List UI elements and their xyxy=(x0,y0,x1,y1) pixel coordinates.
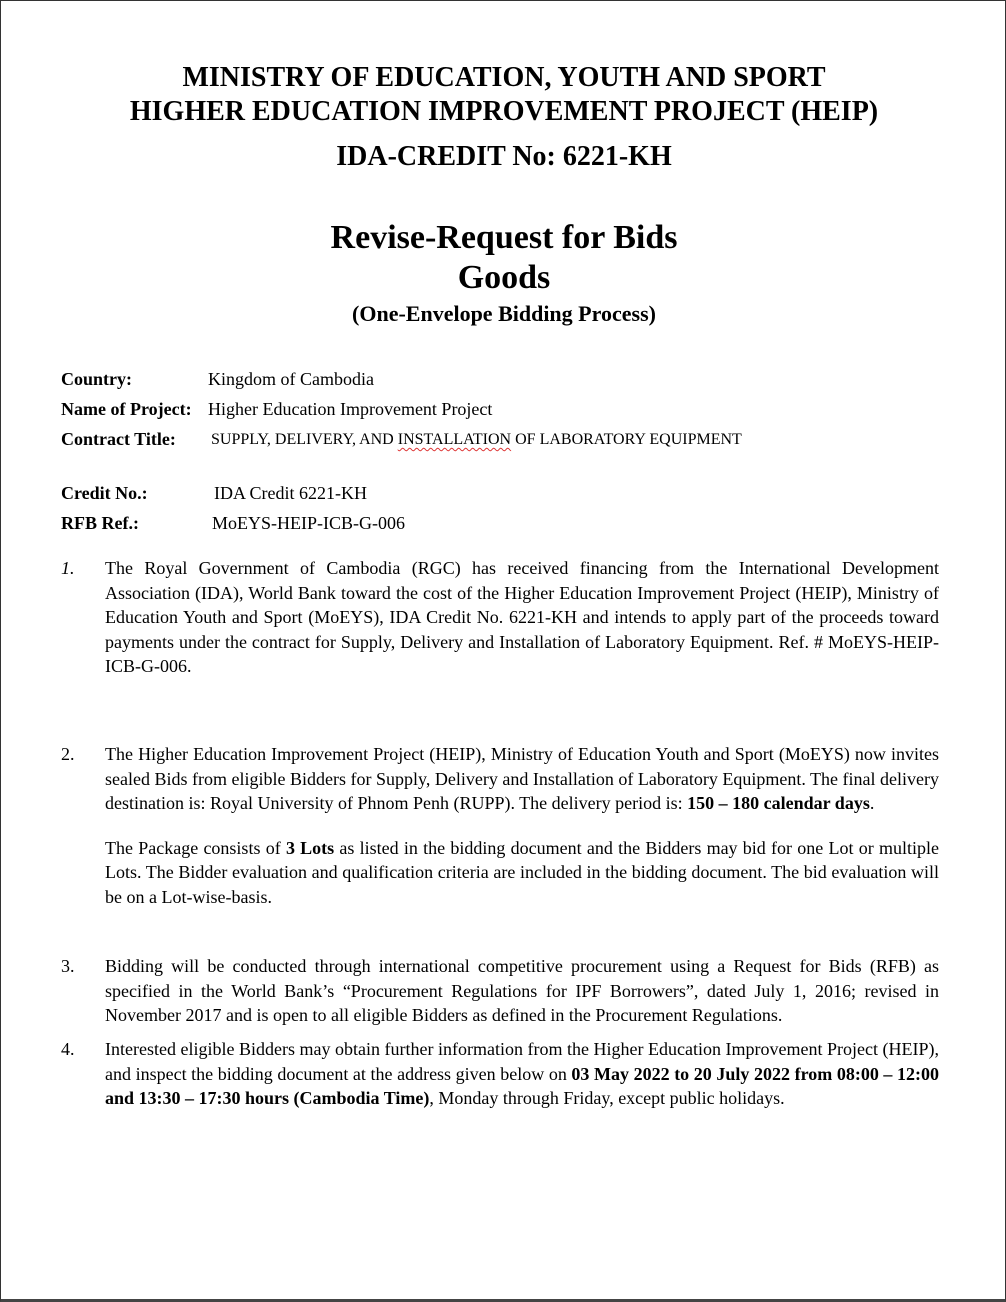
credit-label: Credit No.: xyxy=(61,483,148,503)
item-text: The Royal Government of Cambodia (RGC) has received financing from the International Development Association (IDA), World Bank toward the cost of the Higher Education Improvement Project (HEIP), Ministry of Education Youth and Sport (MoEYS), IDA Credit No. 6221-KH and intends to apply part of the proceeds toward payments under the contract for Supply, Delivery and Installation of Laboratory Equipment. Ref. # MoEYS-HEIP-ICB-G-006. xyxy=(105,558,939,676)
ministry-name: MINISTRY OF EDUCATION, YOUTH AND SPORT xyxy=(182,62,826,93)
text-run: . xyxy=(869,793,875,813)
text-run: The Higher Education Improvement Project (HEIP), Ministry of Education Youth and Sport (MoEYS) now invites sealed Bids from eligible Bidders for Supply, Delivery and Installation of Laboratory Equipment. The final delivery destination is: Royal University of Phnom Penh (RUPP). The delivery period is: xyxy=(105,744,939,813)
lot-count: 3 Lots xyxy=(285,837,335,858)
document-title xyxy=(1,218,1006,298)
title-sub: Goods xyxy=(457,259,551,296)
list-item xyxy=(61,556,939,679)
bidding-process: (One-Envelope Bidding Process) xyxy=(352,301,656,326)
item-number: 2. xyxy=(61,744,75,764)
credit-number-heading: IDA-CREDIT No: 6221-KH xyxy=(336,141,672,172)
contract-value-part: OF LABORATORY EQUIPMENT xyxy=(511,431,742,448)
item-paragraph xyxy=(105,836,939,910)
list-item xyxy=(61,742,939,909)
country-value: Kingdom of Cambodia xyxy=(208,369,374,389)
country-label: Country: xyxy=(61,369,132,389)
meta-rfb xyxy=(61,512,405,534)
meta-contract xyxy=(61,428,742,450)
title-main: Revise-Request for Bids xyxy=(330,219,678,256)
delivery-period: 150 – 180 calendar days xyxy=(687,793,870,813)
meta-country xyxy=(61,368,374,390)
project-value: Higher Education Improvement Project xyxy=(208,399,493,419)
item-number: 3. xyxy=(61,956,75,976)
rfb-value: MoEYS-HEIP-ICB-G-006 xyxy=(212,513,405,533)
contract-label: Contract Title: xyxy=(61,429,176,449)
item-number: 1. xyxy=(61,558,75,578)
text-run: as listed in the bidding document and the Bidders may bid for one Lot or multiple Lots. The Bidder evaluation and qualification criteria are included in the bidding document. The bid evaluation will be on a Lot-wise-basis. xyxy=(105,837,939,907)
credit-value: IDA Credit 6221-KH xyxy=(214,483,367,503)
project-name: HIGHER EDUCATION IMPROVEMENT PROJECT (HEIP) xyxy=(129,96,879,127)
contract-value-part: SUPPLY, DELIVERY, AND xyxy=(211,431,398,448)
text-run: , Monday through Friday, except public holidays. xyxy=(429,1088,785,1108)
list-item xyxy=(61,954,939,1028)
meta-project xyxy=(61,398,493,420)
item-number: 4. xyxy=(61,1039,75,1059)
text-run: The Package consists of xyxy=(105,837,286,858)
item-text xyxy=(105,742,939,816)
contract-value xyxy=(211,429,742,451)
item-text xyxy=(105,1037,939,1111)
text-run: Interested eligible Bidders may obtain further information from the Higher Education Improvement Project (HEIP), and inspect the bidding document at the address given below on xyxy=(105,1039,939,1084)
document-header xyxy=(1,61,1006,129)
spellcheck-underlined-word: INSTALLATION xyxy=(397,431,512,448)
list-item xyxy=(61,1037,939,1111)
rfb-label: RFB Ref.: xyxy=(61,513,139,533)
item-text: Bidding will be conducted through international competitive procurement using a Request for Bids (RFB) as specified in the World Bank’s “Procurement Regulations for IPF Borrowers”, dated July 1, 2016; revised in November 2017 and is open to all eligible Bidders as defined in the Procurement Regulations. xyxy=(105,956,939,1025)
meta-credit xyxy=(61,482,367,504)
inspection-dates: 03 May 2022 to 20 July 2022 from 08:00 – 12:00 and 13:30 – 17:30 hours (Cambodia Time) xyxy=(105,1063,939,1108)
project-label: Name of Project: xyxy=(61,399,192,419)
